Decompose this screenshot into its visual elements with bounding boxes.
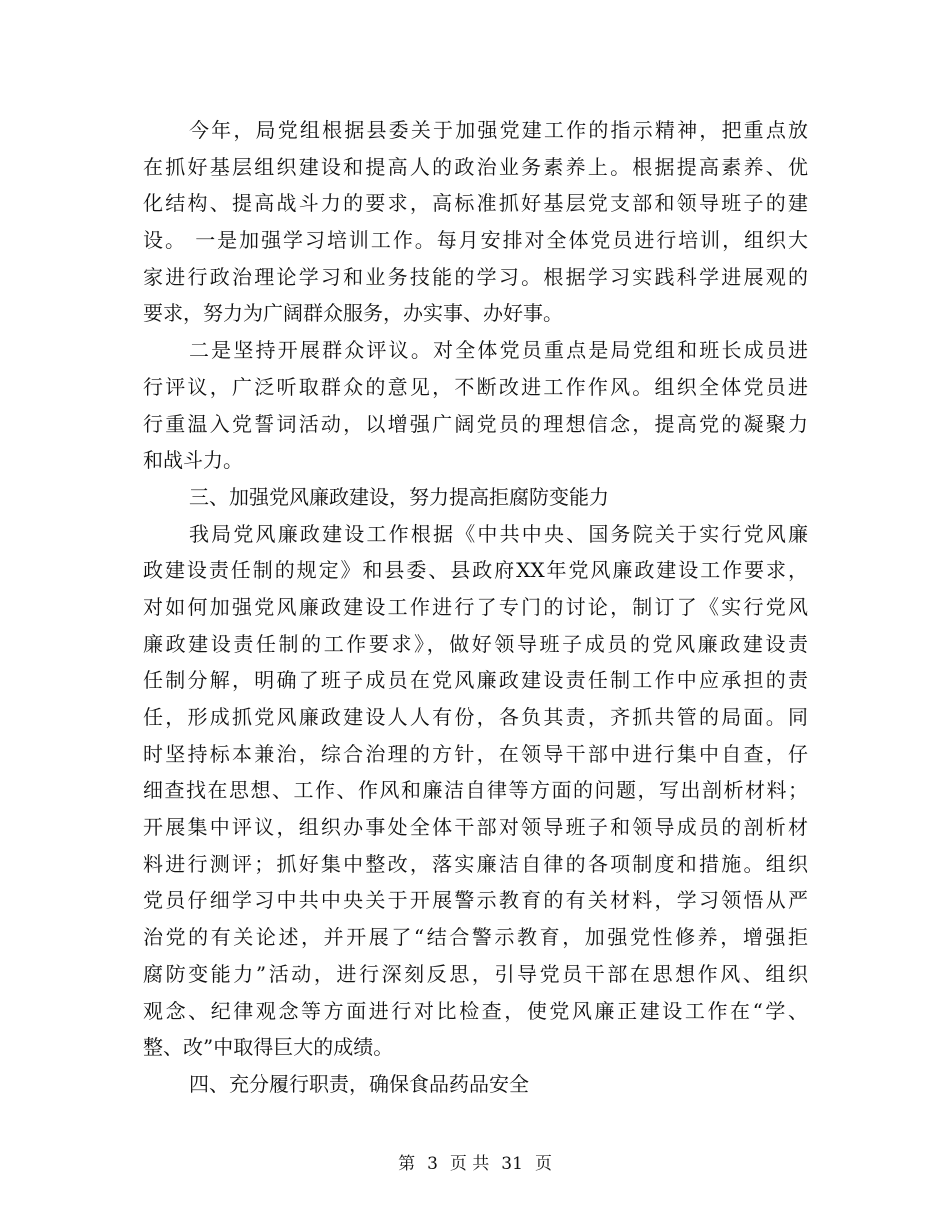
- text-line: 整、改”中取得巨大的成绩。: [143, 1035, 394, 1060]
- text-line: 在抓好基层组织建设和提高人的政治业务素养上。根据提高素养、优: [143, 154, 808, 179]
- text-line: 二是坚持开展群众评议。对全体党员重点是局党组和班长成员进: [189, 338, 808, 363]
- footer-total-pages: 31: [501, 1154, 523, 1174]
- text-line: 要求，努力为广阔群众服务，办实事、办好事。: [143, 301, 563, 326]
- text-line: 家进行政治理论学习和业务技能的学习。根据学习实践科学进展观的: [143, 264, 808, 289]
- text-line: 化结构、提高战斗力的要求，高标准抓好基层党支部和领导班子的建: [143, 191, 808, 216]
- text-line: 和战斗力。: [143, 448, 243, 473]
- text-line: 对如何加强党风廉政建设工作进行了专门的讨论，制订了《实行党风: [143, 594, 808, 619]
- text-line: 观念、纪律观念等方面进行对比检查，使党风廉正建设工作在“学、: [143, 998, 808, 1023]
- page-footer: [0, 1152, 950, 1176]
- footer-prefix: 第: [398, 1154, 416, 1174]
- text-line: 廉政建设责任制的工作要求》，做好领导班子成员的党风廉政建设责: [143, 631, 808, 656]
- footer-middle: 页 共: [449, 1154, 490, 1174]
- text-line: 党员仔细学习中共中央关于开展警示教育的有关材料，学习领悟从严: [143, 888, 808, 913]
- text-line: 我局党风廉政建设工作根据《中共中央、国务院关于实行党风廉: [189, 521, 808, 546]
- text-line: 政建设责任制的规定》和县委、县政府XX年党风廉政建设工作要求，: [143, 558, 808, 583]
- text-line: 开展集中评议，组织办事处全体干部对领导班子和领导成员的剖析材: [143, 815, 808, 840]
- text-line: 任，形成抓党风廉政建设人人有份，各负其责，齐抓共管的局面。同: [143, 705, 808, 729]
- text-line: 设。 一是加强学习培训工作。每月安排对全体党员进行培训，组织大: [143, 228, 808, 253]
- text-line: 料进行测评；抓好集中整改，落实廉洁自律的各项制度和措施。组织: [143, 851, 808, 876]
- text-line: 三、加强党风廉政建设，努力提高拒腐防变能力: [189, 484, 609, 509]
- document-body: [143, 112, 808, 1103]
- text-line: 行重温入党誓词活动，以增强广阔党员的理想信念，提高党的凝聚力: [143, 411, 808, 436]
- text-line: 治党的有关论述，并开展了“结合警示教育，加强党性修养，增强拒: [143, 925, 808, 950]
- text-line: 腐防变能力”活动，进行深刻反思，引导党员干部在思想作风、组织: [143, 961, 808, 986]
- text-line: 任制分解，明确了班子成员在党风廉政建设责任制工作中应承担的责: [143, 668, 808, 693]
- text-line: 行评议，广泛听取群众的意见，不断改进工作作风。组织全体党员进: [143, 374, 808, 399]
- text-line: 时坚持标本兼治，综合治理的方针，在领导干部中进行集中自查，仔: [143, 741, 808, 766]
- text-line: 今年，局党组根据县委关于加强党建工作的指示精神，把重点放: [189, 118, 808, 142]
- footer-suffix: 页: [534, 1154, 552, 1174]
- text-line: 细查找在思想、工作、作风和廉洁自律等方面的问题，写出剖析材料；: [143, 778, 808, 803]
- text-line: 四、充分履行职责，确保食品药品安全: [189, 1071, 529, 1096]
- footer-current-page: 3: [427, 1154, 438, 1174]
